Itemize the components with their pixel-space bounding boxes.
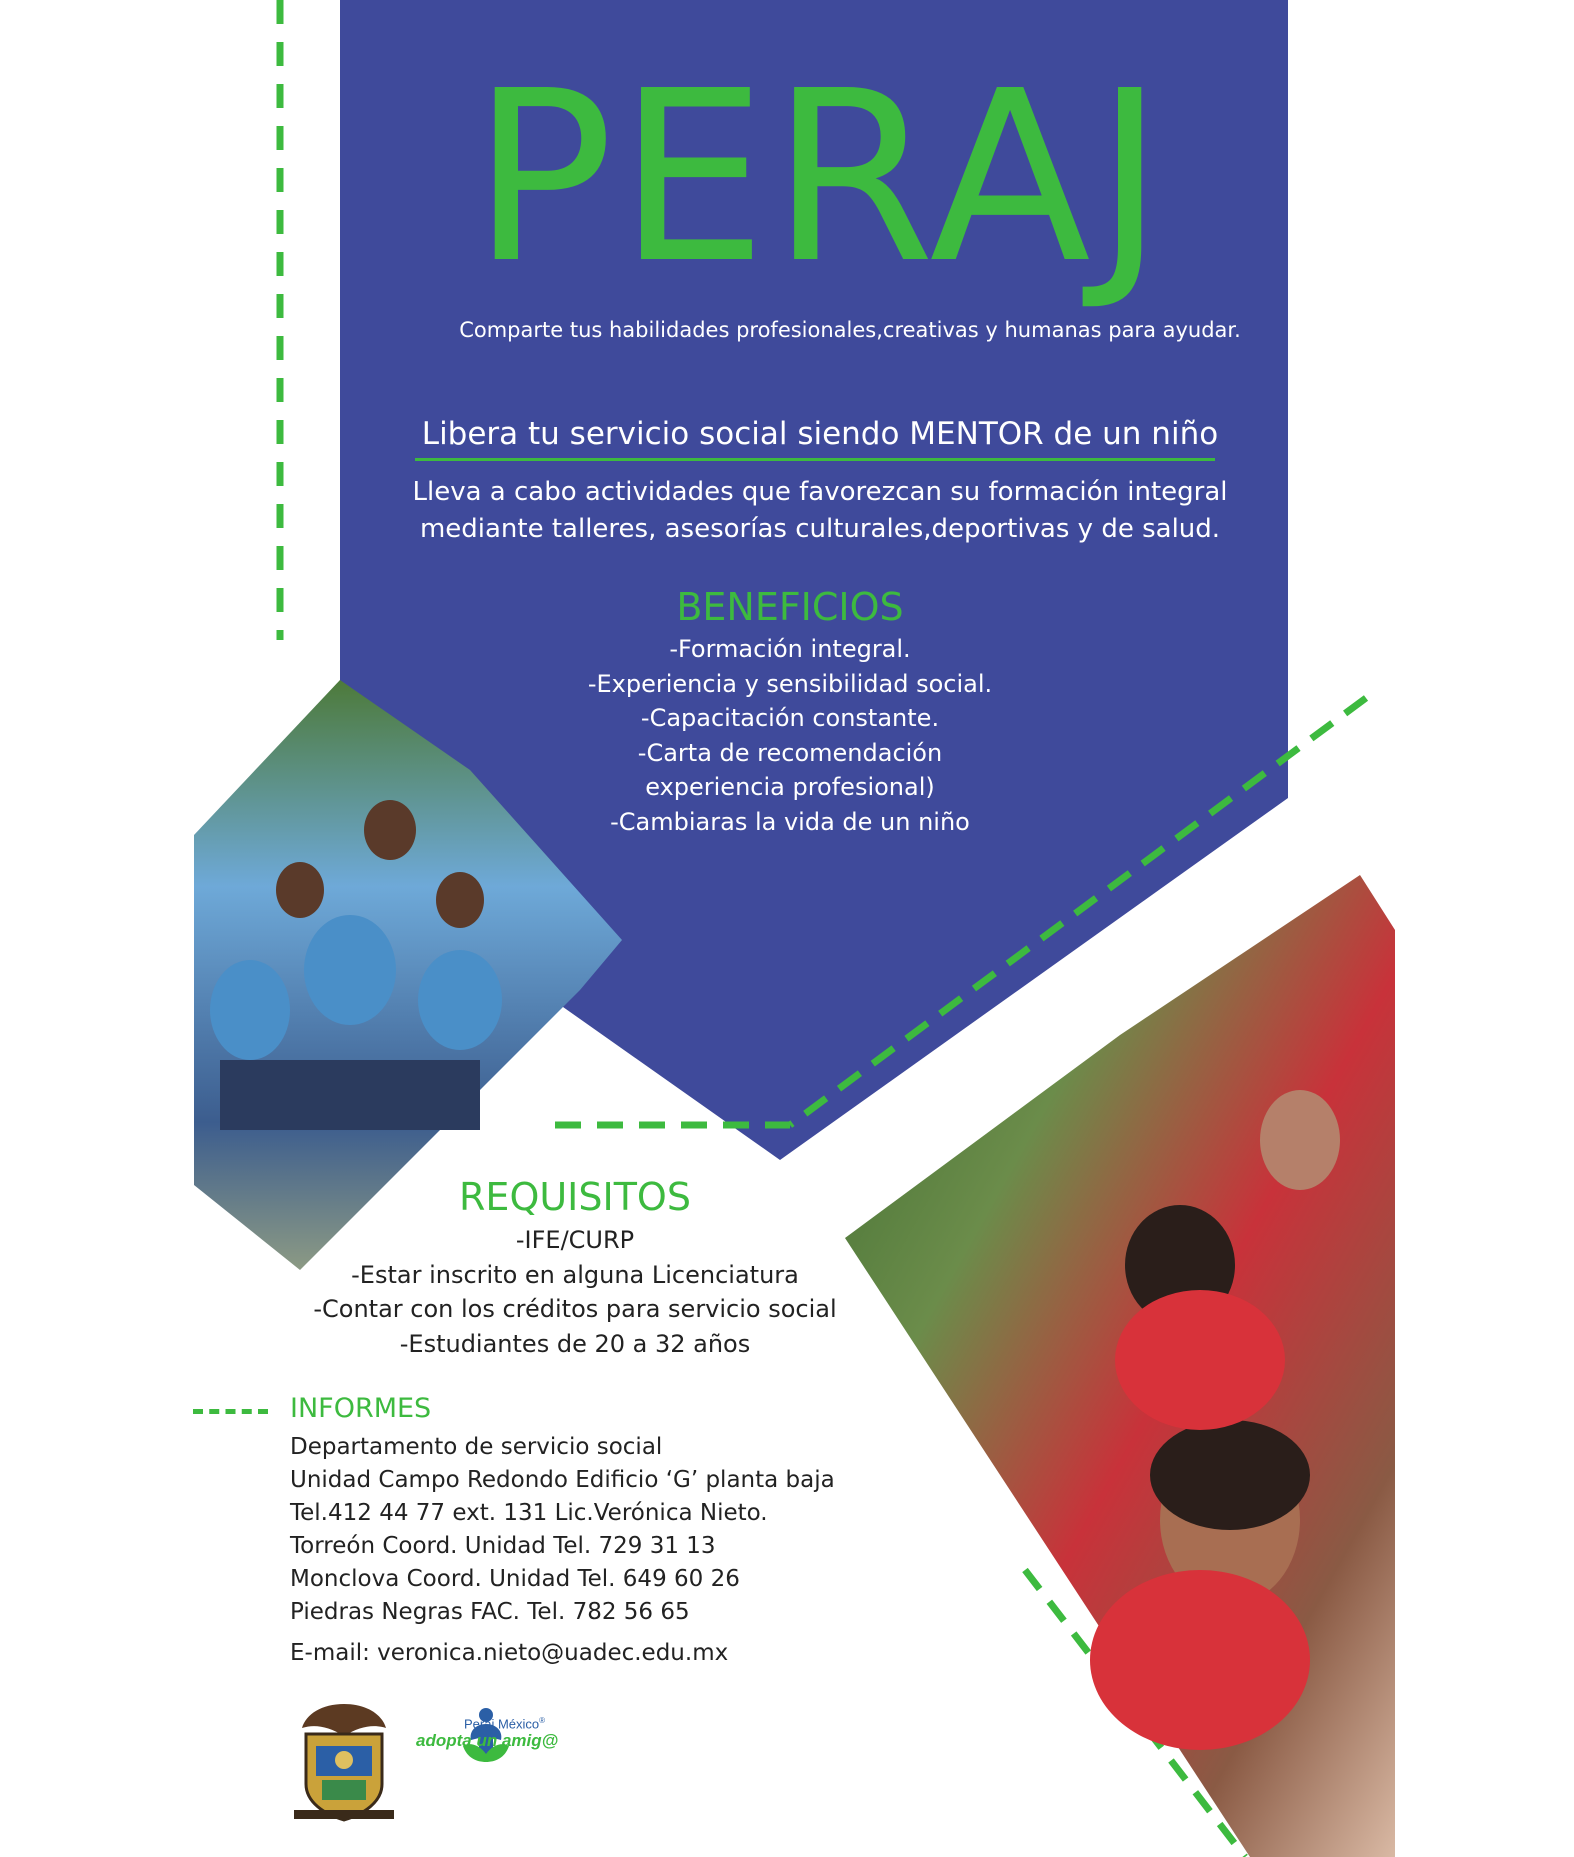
peraj-logo-text — [416, 1716, 596, 1751]
informes-list — [290, 1431, 910, 1629]
requisitos-title: REQUISITOS — [459, 1175, 691, 1219]
university-seal-icon — [292, 1700, 397, 1825]
informes-title: INFORMES — [290, 1393, 432, 1424]
mentor-underline — [415, 458, 1215, 461]
tagline: Comparte tus habilidades profesionales,creativas y humanas para ayudar. — [459, 318, 1241, 342]
beneficios-title: BENEFICIOS — [676, 585, 904, 629]
list-item: -Formación integral. — [669, 635, 911, 663]
list-item: experiencia profesional) — [645, 773, 935, 801]
page-title: PERAJ — [471, 40, 1169, 315]
mentor-description — [400, 474, 1240, 548]
list-item: Unidad Campo Redondo Edificio ‘G’ planta baja — [290, 1467, 835, 1493]
list-item: Torreón Coord. Unidad Tel. 729 31 13 — [290, 1533, 716, 1559]
list-item: -Estar inscrito en alguna Licenciatura — [351, 1260, 799, 1289]
mentor-desc-line: mediante talleres, asesorías culturales,deportivas y de salud. — [419, 514, 1221, 544]
list-item: -Experiencia y sensibilidad social. — [587, 669, 993, 698]
list-item: -Capacitación constante. — [640, 704, 940, 732]
list-item: Departamento de servicio social — [290, 1434, 663, 1460]
informes-dash — [193, 1409, 268, 1414]
list-item: -IFE/CURP — [515, 1226, 635, 1254]
list-item: -Contar con los créditos para servicio social — [313, 1295, 837, 1323]
peraj-logo-slogan: adopta un amig@ — [416, 1731, 559, 1751]
list-item: Monclova Coord. Unidad Tel. 649 60 26 — [290, 1566, 740, 1592]
list-item: -Carta de recomendación — [637, 738, 943, 767]
beneficios-list — [540, 632, 1040, 839]
registered-mark: ® — [539, 1716, 546, 1725]
list-item: Tel.412 44 77 ext. 131 Lic.Verónica Nieto. — [290, 1500, 768, 1526]
list-item: Piedras Negras FAC. Tel. 782 56 65 — [290, 1599, 690, 1625]
mentor-heading: Libera tu servicio social siendo MENTOR de un niño — [421, 416, 1219, 452]
list-item: -Estudiantes de 20 a 32 años — [399, 1329, 751, 1358]
requisitos-list — [300, 1223, 850, 1361]
contact-email[interactable]: E-mail: veronica.nieto@uadec.edu.mx — [290, 1640, 729, 1666]
mentor-desc-line: Lleva a cabo actividades que favorezcan su formación integral — [412, 477, 1228, 507]
peraj-logo-name: Peraj México — [464, 1716, 540, 1732]
list-item: -Cambiaras la vida de un niño — [610, 807, 970, 836]
